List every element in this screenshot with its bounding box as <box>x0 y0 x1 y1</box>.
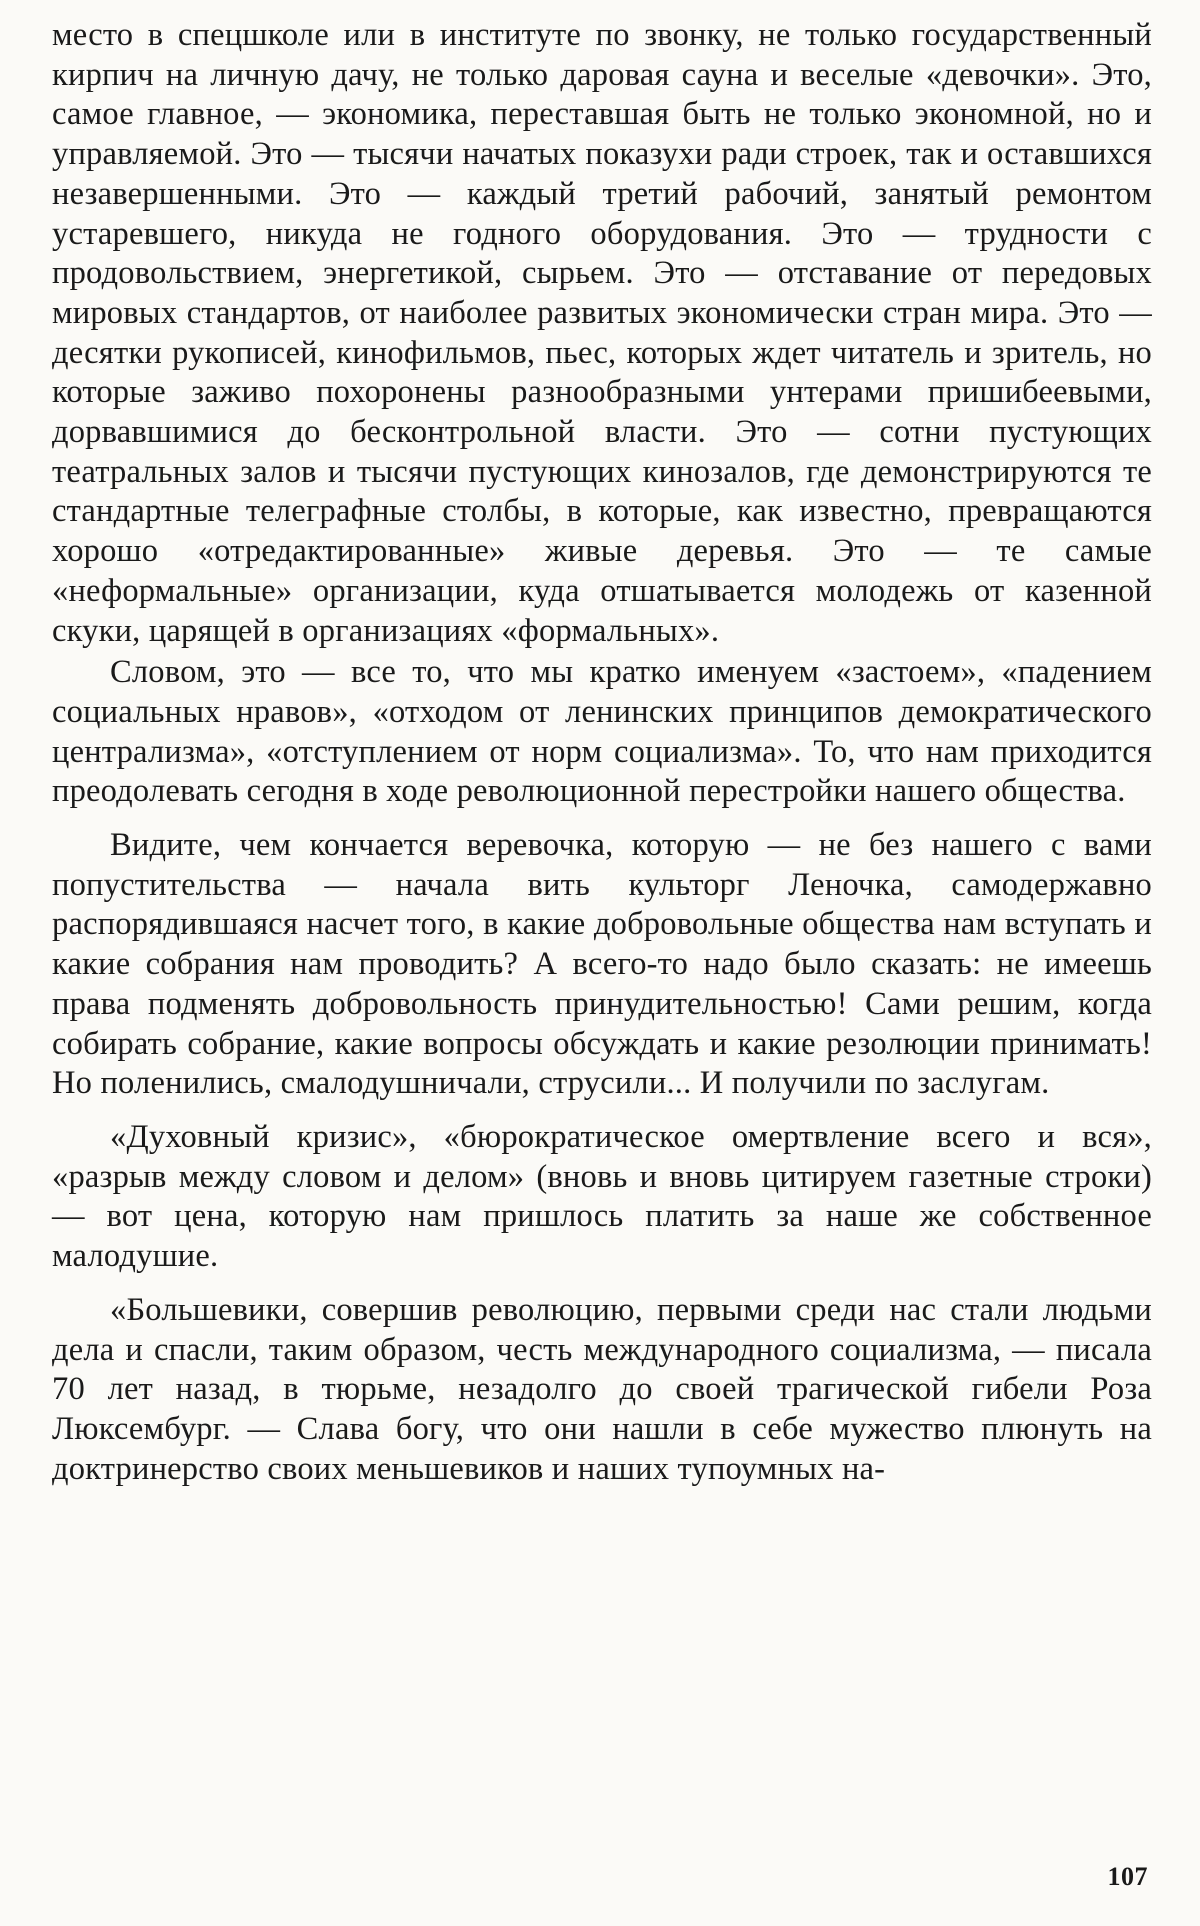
paragraph-1: место в спецшколе или в институте по звонку, не только государственный кирпич на личную дачу, не только даровая сауна и веселые «девочки». Это, самое главное, — экономика, переставшая быть не только экономной, но и управляемой. Это — тысячи начатых показухи ради строек, так и оставшихся незавершенными. Это — каждый третий рабочий, занятый ремонтом устаревшего, никуда не годного оборудования. Это — трудности с продовольствием, энергетикой, сырьем. Это — отставание от передовых мировых стандартов, от наиболее развитых экономически стран мира. Это — десятки рукописей, кинофильмов, пьес, которых ждет читатель и зритель, но которые заживо похоронены разнообразными унтерами пришибеевыми, дорвавшимися до бесконтрольной власти. Это — сотни пустующих театральных залов и тысячи пустующих кинозалов, где демонстрируются те стандартные телеграфные столбы, в которые, как известно, превращаются хорошо «отредактированные» живые деревья. Это — те самые «неформальные» организации, куда отшатывается молодежь от казенной скуки, царящей в организациях «формальных». <box>52 17 1152 649</box>
paragraph-3: Видите, чем кончается веревочка, которую — не без нашего с вами попустительства — начала вить культорг Леночка, самодержавно распорядившаяся насчет того, в какие добровольные общества нам вступать и какие собрания нам проводить? А всего-то надо было сказать: не имеешь права подменять добровольность принудительностью! Сами решим, когда собирать собрание, какие вопросы обсуждать и какие резолюции принимать! Но поленились, смалодушничали, струсили... И получили по заслугам. <box>52 827 1152 1102</box>
page-number: 107 <box>1107 1862 1148 1891</box>
paragraph-5: «Большевики, совершив революцию, первыми среди нас стали людьми дела и спасли, таким образом, честь международного социализма, — писала 70 лет назад, в тюрьме, незадолго до своей трагической гибели Роза Люксембург. — Слава богу, что они нашли в себе мужество плюнуть на доктринерство своих меньшевиков и наших тупоумных на- <box>52 1291 1152 1487</box>
paragraph-4: «Духовный кризис», «бюрократическое омертвление всего и вся», «разрыв между словом и делом» (вновь и вновь цитируем газетные строки) — вот цена, которую нам пришлось платить за наше же собственное малодушие. <box>52 1118 1152 1275</box>
paragraph-2: Словом, это — все то, что мы кратко именуем «застоем», «падением социальных нравов», «отходом от ленинских принципов демократического централизма», «отступлением от норм социализма». То, что нам приходится преодолевать сегодня в ходе революционной перестройки нашего общества. <box>52 654 1152 810</box>
body-text <box>52 16 1152 1489</box>
